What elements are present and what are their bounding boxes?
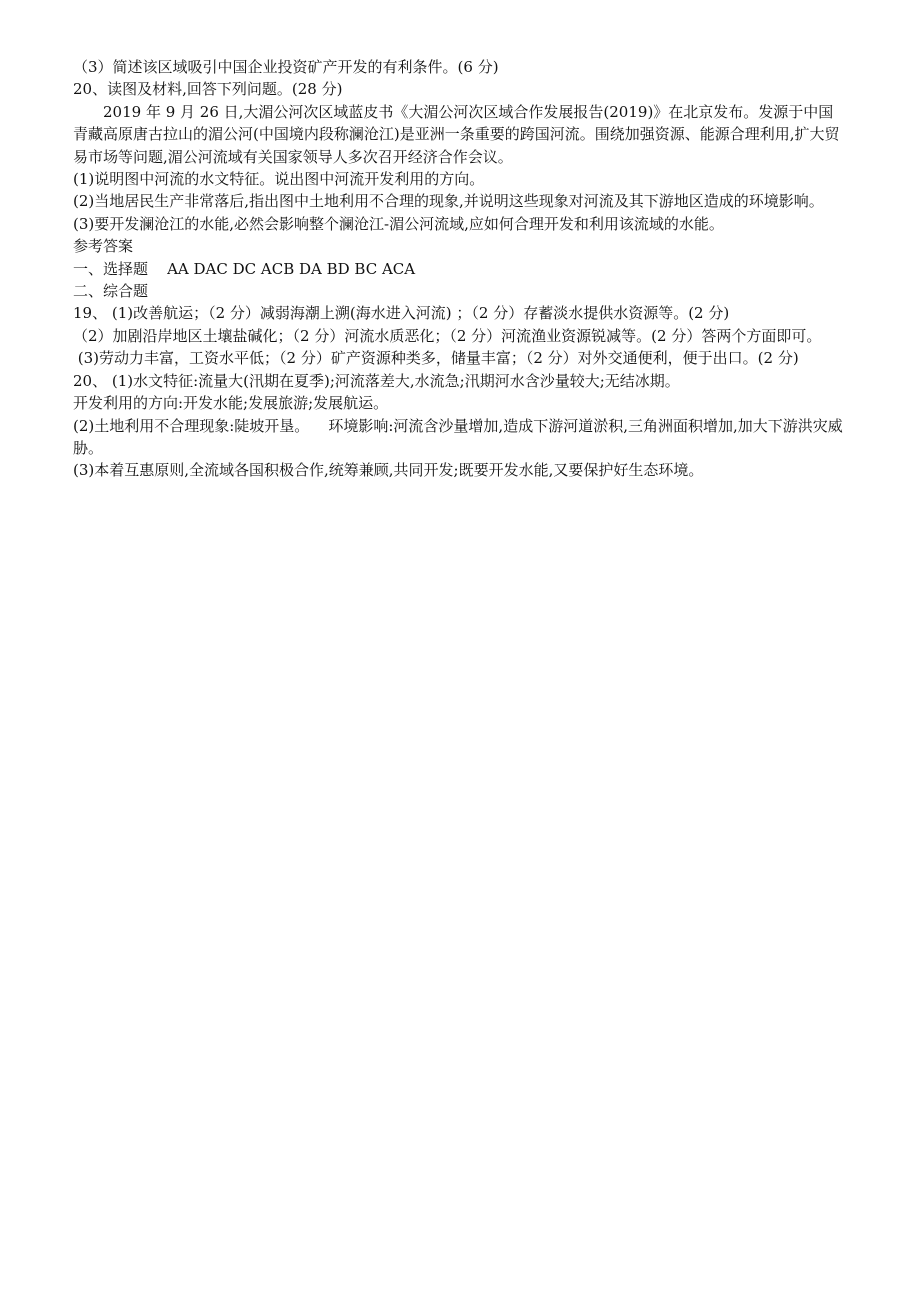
answers-heading: 参考答案 <box>73 237 134 256</box>
question-20-material: 2019 年 9 月 26 日,大湄公河次区域蓝皮书《大湄公河次区域合作发展报告(2019)》在北京发布。发源于中国青藏高原唐古拉山的湄公河(中国境内段称澜沧江)是亚洲一条重要的跨国河流。围绕加强资源、能源合理利用,扩大贸易市场等问题,湄公河流域有关国家领导人多次召开经济合作会议。 <box>73 102 840 166</box>
question-20-part-1: (1)说明图中河流的水文特征。说出图中河流开发利用的方向。 <box>73 170 485 189</box>
answers-multiple-choice: 一、选择题 AA DAC DC ACB DA BD BC ACA <box>73 259 416 278</box>
answer-19-part-1: 19、 (1)改善航运；（2 分）减弱海潮上溯(海水进入河流) ；（2 分）存蓄淡水提供水资源等。(2 分) <box>73 304 730 323</box>
answers-comprehensive-heading: 二、综合题 <box>73 282 149 301</box>
document-page <box>73 56 845 482</box>
answer-20-part-1-hydrology: 20、 (1)水文特征:流量大(汛期在夏季);河流落差大,水流急;汛期河水含沙量较大;无结冰期。 <box>73 371 680 390</box>
answer-20-part-1-development: 开发利用的方向:开发水能;发展旅游;发展航运。 <box>73 394 389 413</box>
question-20-title: 20、读图及材料,回答下列问题。(28 分) <box>73 80 343 99</box>
question-20-part-2: (2)当地居民生产非常落后,指出图中土地利用不合理的现象,并说明这些现象对河流及其下游地区造成的环境影响。 <box>73 192 824 211</box>
answer-20-part-2: (2)土地利用不合理现象:陡坡开垦。 环境影响:河流含沙量增加,造成下游河道淤积,三角洲面积增加,加大下游洪灾威胁。 <box>73 416 843 457</box>
question-19-part-3: （3）简述该区域吸引中国企业投资矿产开发的有利条件。(6 分) <box>73 58 499 76</box>
answer-19-part-3: (3)劳动力丰富，工资水平低；（2 分）矿产资源种类多，储量丰富；（2 分）对外交通便利，便于出口。(2 分) <box>73 349 799 368</box>
question-20-part-3: (3)要开发澜沧江的水能,必然会影响整个澜沧江-湄公河流域,应如何合理开发和利用该流域的水能。 <box>73 214 724 233</box>
answer-19-part-2: （2）加剧沿岸地区土壤盐碱化；（2 分）河流水质恶化；（2 分）河流渔业资源锐减等。(2 分）答两个方面即可。 <box>73 326 822 345</box>
answer-20-part-3: (3)本着互惠原则,全流域各国积极合作,统筹兼顾,共同开发;既要开发水能,又要保护好生态环境。 <box>73 461 704 480</box>
